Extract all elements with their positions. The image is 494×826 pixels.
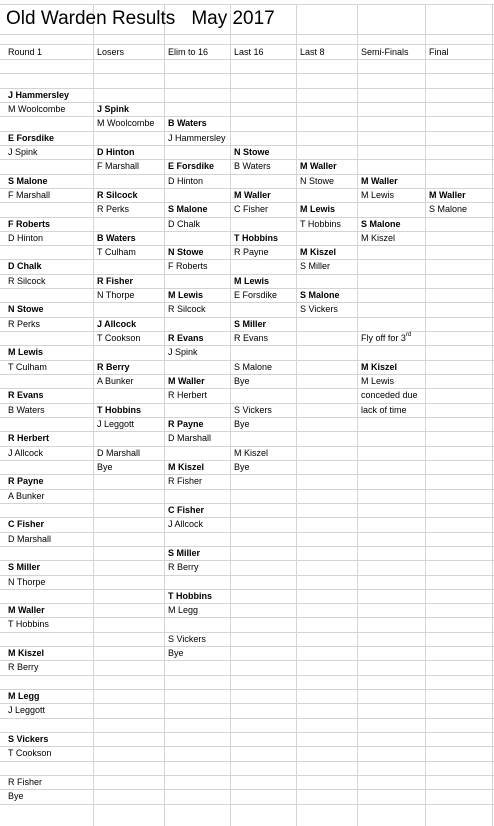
cell-text: S Vickers: [300, 304, 338, 315]
winner-name-cell: [234, 231, 278, 245]
winner-name-cell: [168, 116, 207, 130]
cell-text: T Hobbins: [8, 619, 49, 630]
sheet-title: [6, 4, 275, 34]
cell-text: T Culham: [97, 247, 136, 258]
cell-text: J Leggott: [97, 419, 135, 429]
cell-text: R Evans: [234, 333, 269, 344]
cell-text: R Silcock: [97, 189, 138, 200]
winner-name-cell: [8, 517, 44, 531]
gridline: [0, 489, 494, 490]
result-cell: [97, 446, 140, 460]
winner-name-cell: [168, 331, 204, 345]
cell-text: S Miller: [234, 318, 267, 329]
gridline: [0, 689, 494, 690]
cell-text: F Marshall: [8, 189, 51, 200]
result-cell: [8, 775, 42, 789]
column-header-3: Last 16: [234, 47, 264, 57]
result-cell: [234, 288, 277, 302]
cell-text: R Silcock: [168, 304, 206, 315]
superscript: rd: [405, 332, 412, 339]
result-cell: [234, 374, 250, 388]
cell-text: R Payne: [168, 419, 204, 429]
gridline: [0, 217, 494, 218]
result-cell: [168, 174, 203, 188]
cell-text: F Roberts: [8, 218, 51, 229]
cell-text: M Lewis: [8, 347, 44, 358]
result-cell: [8, 660, 39, 674]
winner-name-cell: [300, 202, 335, 216]
winner-name-cell: [8, 603, 45, 617]
cell-text: S Miller: [168, 547, 201, 558]
cell-text: A Bunker: [97, 376, 134, 387]
cell-text: J Allcock: [8, 447, 44, 458]
cell-text: M Legg: [168, 605, 199, 616]
cell-text: Bye: [8, 791, 24, 802]
cell-text: Fly off for 3: [361, 333, 406, 344]
result-cell: [97, 245, 136, 259]
gridline: [0, 603, 494, 604]
winner-name-cell: [8, 302, 44, 316]
result-cell: [300, 302, 338, 316]
result-cell: [168, 632, 206, 646]
result-cell: [361, 331, 411, 345]
gridline: [0, 575, 494, 576]
cell-text: S Malone: [300, 290, 340, 301]
cell-text: R Payne: [8, 476, 44, 487]
cell-text: J Hammersley: [8, 89, 70, 100]
cell-text: S Miller: [300, 261, 331, 272]
result-cell: [234, 159, 271, 173]
result-cell: [168, 603, 198, 617]
result-cell: [234, 460, 250, 474]
winner-name-cell: [429, 188, 466, 202]
result-cell: [8, 489, 45, 503]
gridline: [0, 718, 494, 719]
result-cell: [8, 446, 43, 460]
result-cell: [361, 403, 407, 417]
cell-text: M Lewis: [234, 275, 270, 286]
winner-name-cell: [168, 374, 205, 388]
cell-text: D Hinton: [168, 175, 204, 186]
cell-text: M Lewis: [361, 376, 395, 387]
cell-text: N Stowe: [168, 247, 204, 258]
cell-text: J Leggott: [8, 705, 46, 716]
cell-text: R Berry: [168, 562, 199, 573]
column-header-1: Losers: [97, 47, 125, 57]
cell-text: M Kiszel: [8, 648, 45, 659]
cell-text: R Perks: [97, 204, 130, 215]
gridline: [0, 474, 494, 475]
cell-text: M Lewis: [300, 204, 336, 215]
result-cell: [8, 188, 50, 202]
winner-name-cell: [8, 174, 48, 188]
winner-name-cell: [168, 202, 208, 216]
cell-text: T Hobbins: [97, 404, 141, 415]
winner-name-cell: [234, 274, 269, 288]
result-cell: [234, 446, 268, 460]
result-cell: [8, 532, 51, 546]
result-cell: [168, 517, 203, 531]
result-cell: [97, 159, 139, 173]
result-cell: [8, 789, 24, 803]
title-date: May 2017: [191, 8, 275, 29]
cell-text: E Forsdike: [168, 161, 215, 172]
cell-text: M Waller: [8, 605, 45, 616]
result-cell: [8, 145, 38, 159]
result-cell: [8, 575, 45, 589]
winner-name-cell: [168, 546, 200, 560]
cell-text: B Waters: [234, 161, 271, 172]
gridline: [0, 703, 494, 704]
gridline: [0, 174, 494, 175]
cell-text: S Vickers: [8, 734, 49, 745]
winner-name-cell: [97, 231, 136, 245]
cell-text: F Roberts: [168, 261, 208, 272]
gridline: [0, 660, 494, 661]
cell-text: R Fisher: [168, 476, 203, 487]
cell-text: T Hobbins: [300, 218, 341, 229]
winner-name-cell: [8, 388, 44, 402]
column-header-4: Last 8: [300, 47, 325, 57]
cell-text: Bye: [168, 648, 184, 659]
cell-text: T Hobbins: [234, 232, 278, 243]
cell-text: R Perks: [8, 318, 41, 329]
winner-name-cell: [361, 174, 398, 188]
cell-text: D Hinton: [97, 146, 135, 157]
cell-text: B Waters: [97, 232, 136, 243]
cell-text: E Forsdike: [234, 290, 278, 301]
cell-text: S Malone: [361, 218, 401, 229]
gridline: [0, 546, 494, 547]
gridline: [0, 34, 494, 35]
cell-text: A Bunker: [8, 490, 45, 501]
cell-text: J Spink: [8, 146, 38, 157]
result-cell: [168, 217, 200, 231]
gridline: [0, 761, 494, 762]
cell-text: R Payne: [234, 247, 269, 258]
result-cell: [168, 431, 211, 445]
winner-name-cell: [168, 245, 204, 259]
result-cell: [168, 646, 184, 660]
result-cell: [300, 259, 330, 273]
result-cell: [168, 474, 202, 488]
winner-name-cell: [8, 646, 44, 660]
cell-text: R Fisher: [97, 275, 134, 286]
cell-text: S Vickers: [168, 633, 206, 644]
cell-text: D Hinton: [8, 232, 44, 243]
cell-text: M Waller: [234, 189, 271, 200]
column-header-0: Round 1: [8, 47, 43, 57]
result-cell: [234, 202, 268, 216]
cell-text: D Chalk: [168, 218, 201, 229]
cell-text: M Kiszel: [361, 361, 398, 372]
result-cell: [361, 374, 394, 388]
winner-name-cell: [8, 689, 40, 703]
result-cell: [168, 259, 208, 273]
cell-text: D Chalk: [8, 261, 42, 272]
result-cell: [8, 102, 65, 116]
cell-text: conceded due: [361, 390, 418, 401]
gridline: [0, 789, 494, 790]
result-cell: [234, 360, 272, 374]
gridline: [0, 517, 494, 518]
winner-name-cell: [97, 102, 129, 116]
winner-name-cell: [97, 188, 138, 202]
cell-text: R Herbert: [168, 390, 208, 401]
cell-text: N Stowe: [234, 146, 270, 157]
cell-text: N Stowe: [8, 304, 44, 315]
result-cell: [97, 417, 134, 431]
winner-name-cell: [361, 217, 401, 231]
cell-text: J Hammersley: [168, 132, 226, 143]
result-cell: [8, 703, 45, 717]
cell-text: R Fisher: [8, 777, 43, 787]
result-cell: [8, 231, 43, 245]
cell-text: D Marshall: [8, 533, 52, 544]
result-cell: [168, 388, 207, 402]
gridline: [0, 560, 494, 561]
winner-name-cell: [168, 589, 212, 603]
cell-text: T Hobbins: [168, 590, 212, 601]
cell-text: T Culham: [8, 361, 47, 372]
winner-name-cell: [8, 88, 69, 102]
gridline: [0, 617, 494, 618]
winner-name-cell: [8, 217, 50, 231]
winner-name-cell: [97, 274, 133, 288]
cell-text: S Malone: [234, 361, 273, 372]
result-cell: [97, 374, 134, 388]
column-header-5: Semi-Finals: [361, 47, 409, 57]
cell-text: C Fisher: [8, 519, 45, 530]
winner-name-cell: [300, 245, 336, 259]
cell-text: M Waller: [168, 376, 205, 387]
cell-text: M Kiszel: [361, 232, 396, 243]
cell-text: B Waters: [8, 404, 45, 415]
cell-text: M Kiszel: [168, 461, 205, 472]
winner-name-cell: [97, 145, 135, 159]
result-cell: [234, 245, 269, 259]
gridline: [0, 632, 494, 633]
result-cell: [361, 231, 395, 245]
result-cell: [97, 288, 134, 302]
result-cell: [97, 202, 129, 216]
cell-text: J Allcock: [168, 519, 204, 530]
result-cell: [8, 617, 49, 631]
gridline: [0, 503, 494, 504]
winner-name-cell: [8, 131, 54, 145]
gridline: [0, 589, 494, 590]
cell-text: F Marshall: [97, 161, 140, 172]
result-cell: [97, 116, 154, 130]
gridline: [0, 131, 494, 132]
cell-text: M Lewis: [361, 189, 395, 200]
winner-name-cell: [234, 317, 266, 331]
column-header-2: Elim to 16: [168, 47, 209, 57]
cell-text: lack of time: [361, 404, 407, 415]
cell-text: D Marshall: [97, 447, 141, 458]
winner-name-cell: [168, 417, 204, 431]
cell-text: N Thorpe: [8, 576, 46, 587]
title-text: Old Warden Results: [6, 8, 176, 29]
result-cell: [168, 302, 206, 316]
cell-text: S Malone: [429, 204, 468, 215]
cell-text: R Silcock: [8, 275, 46, 286]
cell-text: E Forsdike: [8, 132, 55, 143]
result-cell: [234, 331, 268, 345]
winner-name-cell: [168, 288, 203, 302]
result-cell: [168, 131, 226, 145]
cell-text: S Malone: [8, 175, 48, 186]
cell-text: J Allcock: [97, 318, 137, 329]
result-cell: [361, 388, 418, 402]
cell-text: M Legg: [8, 691, 40, 702]
cell-text: R Evans: [8, 390, 44, 401]
winner-name-cell: [97, 360, 130, 374]
result-cell: [234, 417, 250, 431]
cell-text: N Stowe: [300, 175, 335, 186]
cell-text: T Cookson: [8, 748, 52, 759]
winner-name-cell: [8, 560, 40, 574]
cell-text: M Kiszel: [300, 247, 337, 258]
cell-text: M Lewis: [168, 290, 204, 301]
gridline: [0, 532, 494, 533]
gridline: [0, 102, 494, 103]
winner-name-cell: [234, 188, 271, 202]
cell-text: R Berry: [97, 361, 130, 372]
winner-name-cell: [168, 503, 204, 517]
cell-text: B Waters: [168, 118, 207, 129]
result-cell: [97, 460, 113, 474]
cell-text: S Malone: [168, 204, 208, 215]
cell-text: J Spink: [97, 103, 130, 114]
cell-text: M Woolcombe: [97, 118, 155, 129]
cell-text: M Kiszel: [234, 447, 269, 458]
winner-name-cell: [234, 145, 270, 159]
winner-name-cell: [300, 288, 340, 302]
winner-name-cell: [300, 159, 337, 173]
result-cell: [8, 403, 45, 417]
winner-name-cell: [361, 360, 397, 374]
winner-name-cell: [8, 431, 49, 445]
column-header-6: Final: [429, 47, 449, 57]
cell-text: C Fisher: [168, 504, 205, 515]
cell-text: Bye: [234, 419, 250, 429]
result-cell: [97, 331, 140, 345]
cell-text: D Marshall: [168, 433, 212, 444]
gridline: [0, 59, 494, 60]
cell-text: J Spink: [168, 347, 198, 358]
gridline: [0, 345, 494, 346]
result-cell: [300, 217, 341, 231]
cell-text: R Herbert: [8, 433, 50, 444]
gridline: [0, 732, 494, 733]
result-cell: [234, 403, 272, 417]
cell-text: Bye: [97, 461, 113, 472]
winner-name-cell: [8, 259, 42, 273]
cell-text: M Waller: [429, 189, 466, 200]
result-cell: [168, 560, 199, 574]
cell-text: T Cookson: [97, 333, 141, 344]
winner-name-cell: [97, 317, 136, 331]
cell-text: M Waller: [361, 175, 398, 186]
result-cell: [300, 174, 334, 188]
gridline: [0, 746, 494, 747]
gridline: [0, 775, 494, 776]
winner-name-cell: [168, 460, 204, 474]
winner-name-cell: [8, 345, 43, 359]
result-cell: [429, 202, 467, 216]
cell-text: S Vickers: [234, 404, 272, 415]
gridline: [0, 646, 494, 647]
cell-text: R Evans: [168, 333, 204, 344]
gridline: [0, 675, 494, 676]
gridline: [0, 73, 494, 74]
winner-name-cell: [8, 732, 48, 746]
cell-text: M Woolcombe: [8, 103, 66, 114]
result-cell: [8, 360, 47, 374]
cell-text: Bye: [234, 461, 250, 472]
result-cell: [168, 345, 198, 359]
result-cell: [8, 274, 46, 288]
result-cell: [361, 188, 394, 202]
gridline: [0, 804, 494, 805]
gridline: [0, 88, 494, 89]
cell-text: S Miller: [8, 562, 41, 573]
gridline: [0, 431, 494, 432]
result-cell: [8, 317, 40, 331]
cell-text: N Thorpe: [97, 290, 135, 301]
winner-name-cell: [8, 474, 44, 488]
result-cell: [8, 746, 51, 760]
gridline: [0, 388, 494, 389]
cell-text: C Fisher: [234, 204, 269, 215]
winner-name-cell: [97, 403, 141, 417]
gridline: [0, 116, 494, 117]
cell-text: Bye: [234, 376, 250, 387]
winner-name-cell: [168, 159, 214, 173]
cell-text: R Berry: [8, 662, 39, 673]
gridline: [0, 302, 494, 303]
cell-text: M Waller: [300, 161, 337, 172]
